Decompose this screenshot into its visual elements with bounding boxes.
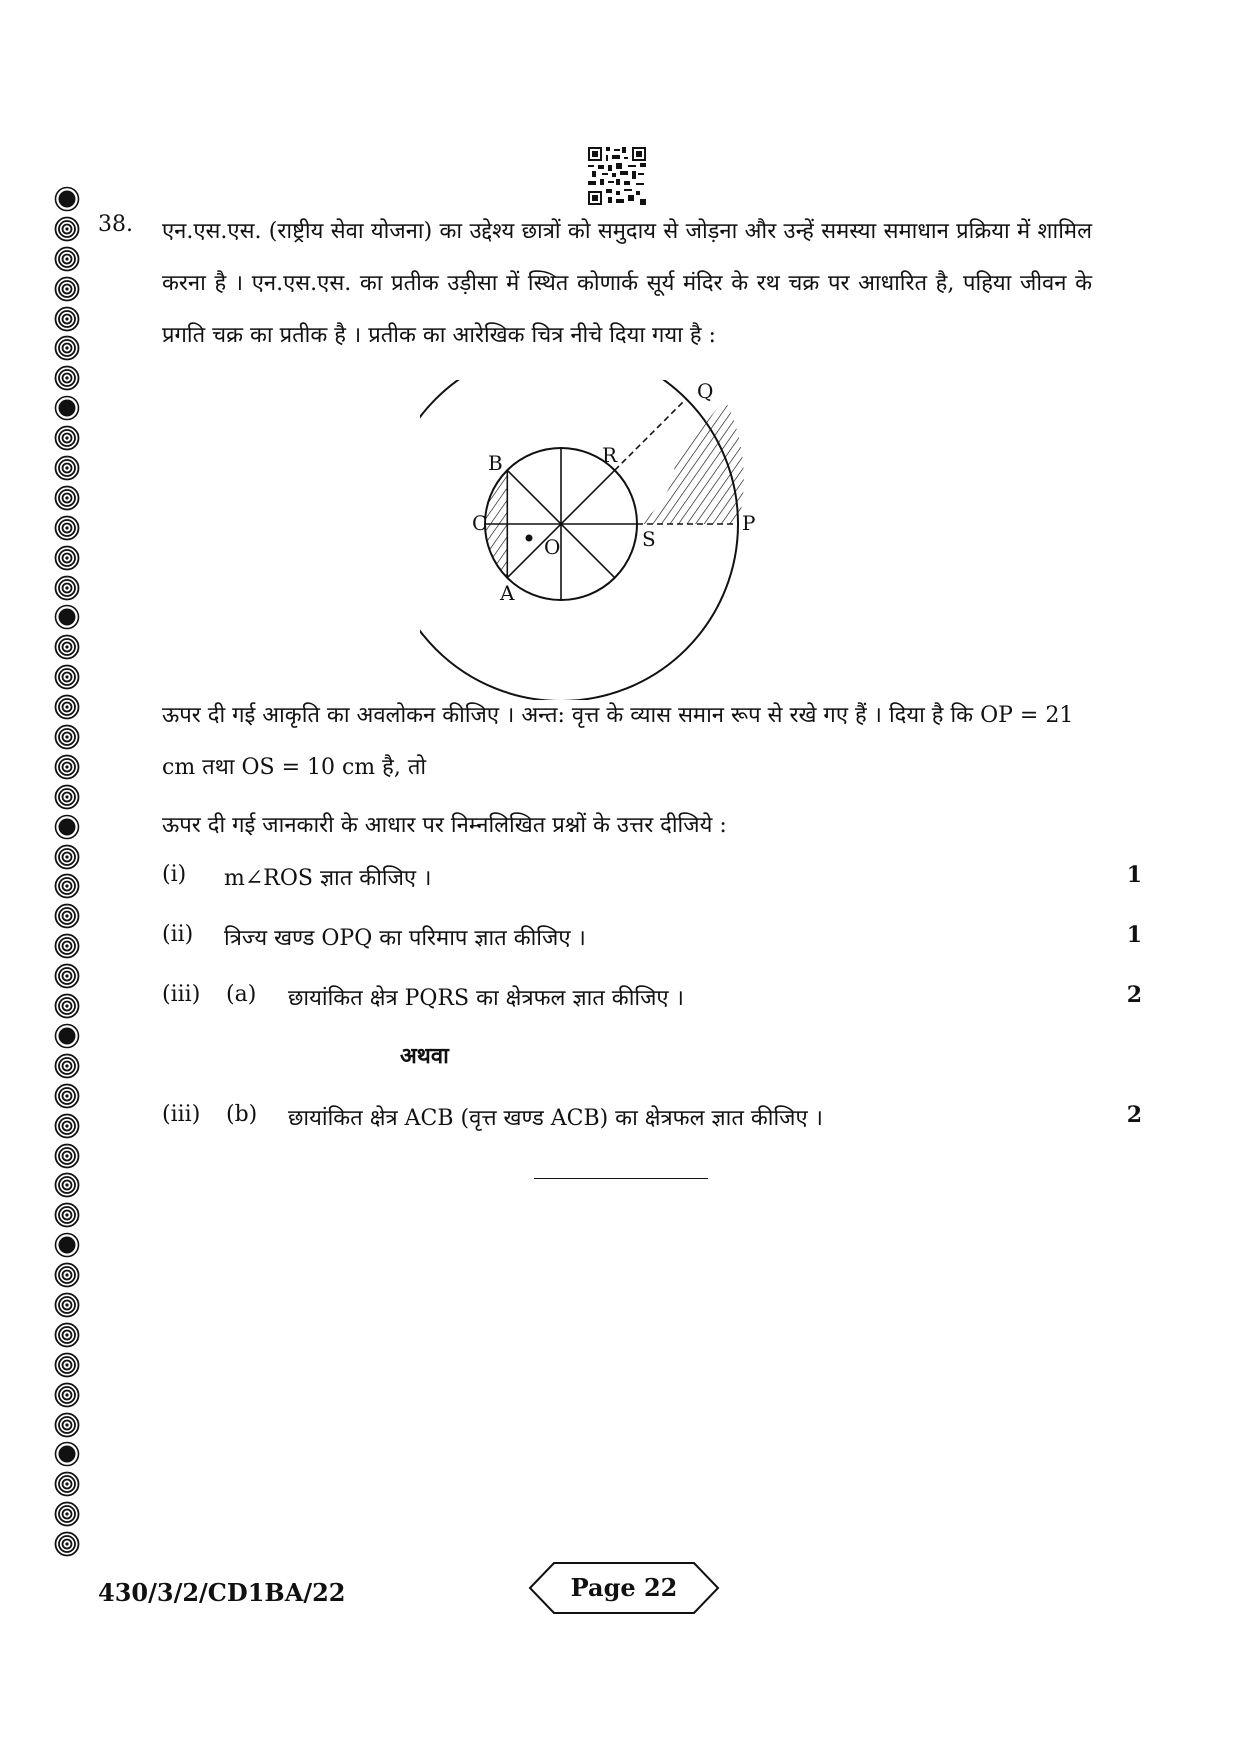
label-o: O	[544, 535, 561, 559]
end-divider	[534, 1178, 708, 1179]
solid-circle-icon	[54, 814, 80, 840]
label-r: R	[602, 443, 618, 467]
concentric-ring-icon	[54, 1172, 80, 1198]
concentric-ring-icon	[54, 335, 80, 361]
concentric-ring-icon	[54, 515, 80, 541]
label-a: A	[500, 581, 515, 605]
concentric-ring-icon	[54, 485, 80, 511]
qr-code	[588, 147, 646, 205]
page-number: Page 22	[570, 1573, 678, 1602]
shaded-region-pqrs	[637, 399, 744, 524]
concentric-ring-icon	[54, 844, 80, 870]
part-number: (ii)	[162, 922, 194, 947]
concentric-ring-icon	[54, 1382, 80, 1408]
concentric-ring-icon	[54, 1471, 80, 1497]
solid-circle-icon	[54, 395, 80, 421]
concentric-ring-icon	[54, 784, 80, 810]
concentric-ring-icon	[54, 1053, 80, 1079]
paper-code: 430/3/2/CD1BA/22	[98, 1578, 346, 1607]
part-marks: 2	[1126, 1102, 1142, 1128]
solid-circle-icon	[54, 186, 80, 212]
concentric-ring-icon	[54, 246, 80, 272]
dashed-rq	[615, 399, 686, 470]
part-number: (iii)	[162, 1102, 201, 1127]
or-label: अथवा	[400, 1043, 449, 1069]
concentric-ring-icon	[54, 276, 80, 302]
part-ii	[162, 922, 1142, 958]
label-p: P	[742, 511, 756, 535]
margin-ring-strip	[54, 186, 84, 1561]
concentric-ring-icon	[54, 903, 80, 929]
label-c: C	[472, 511, 488, 535]
outer-circle	[420, 380, 738, 700]
concentric-ring-icon	[54, 1262, 80, 1288]
concentric-ring-icon	[54, 216, 80, 242]
concentric-ring-icon	[54, 933, 80, 959]
part-text: त्रिज्य खण्ड OPQ का परिमाप ज्ञात कीजिए ।	[224, 926, 586, 951]
concentric-ring-icon	[54, 1322, 80, 1348]
nss-wheel-figure	[420, 380, 780, 700]
part-text: छायांकित क्षेत्र PQRS का क्षेत्रफल ज्ञात कीजिए ।	[288, 986, 684, 1011]
part-sub: (a)	[226, 982, 257, 1007]
solid-circle-icon	[54, 604, 80, 630]
concentric-ring-icon	[54, 634, 80, 660]
concentric-ring-icon	[54, 993, 80, 1019]
concentric-ring-icon	[54, 306, 80, 332]
solid-circle-icon	[54, 1232, 80, 1258]
concentric-ring-icon	[54, 1202, 80, 1228]
solid-circle-icon	[54, 1023, 80, 1049]
question-instruction: ऊपर दी गई जानकारी के आधार पर निम्नलिखित प्रश्नों के उत्तर दीजिये :	[162, 813, 727, 838]
concentric-ring-icon	[54, 754, 80, 780]
label-q: Q	[697, 380, 714, 403]
concentric-ring-icon	[54, 1292, 80, 1318]
concentric-ring-icon	[54, 1501, 80, 1527]
concentric-ring-icon	[54, 724, 80, 750]
concentric-ring-icon	[54, 664, 80, 690]
part-sub: (b)	[226, 1102, 258, 1127]
concentric-ring-icon	[54, 1113, 80, 1139]
concentric-ring-icon	[54, 1412, 80, 1438]
part-iii-b	[162, 1102, 1142, 1138]
concentric-ring-icon	[54, 545, 80, 571]
page-number-badge	[528, 1560, 720, 1616]
label-b: B	[488, 451, 503, 475]
center-dot	[526, 535, 533, 542]
part-number: (iii)	[162, 982, 201, 1007]
label-s: S	[642, 527, 656, 551]
part-iii-a	[162, 982, 1142, 1018]
concentric-ring-icon	[54, 1143, 80, 1169]
solid-circle-icon	[54, 1441, 80, 1467]
concentric-ring-icon	[54, 1083, 80, 1109]
part-i	[162, 862, 1142, 898]
question-intro: एन.एस.एस. (राष्ट्रीय सेवा योजना) का उद्देश्य छात्रों को समुदाय से जोड़ना और उन्हें समस्या समाधान प्रक्रिया में शामिल करना है । एन.एस.एस. का प्रतीक उड़ीसा में स्थित कोणार्क सूर्य मंदिर के रथ चक्र पर आधारित है, पहिया जीवन के प्रगति चक्र का प्रतीक है । प्रतीक का आरेखिक चित्र नीचे दिया गया है :	[162, 219, 1092, 348]
concentric-ring-icon	[54, 575, 80, 601]
concentric-ring-icon	[54, 963, 80, 989]
concentric-ring-icon	[54, 1352, 80, 1378]
concentric-ring-icon	[54, 365, 80, 391]
concentric-ring-icon	[54, 455, 80, 481]
part-number: (i)	[162, 862, 187, 887]
part-text: छायांकित क्षेत्र ACB (वृत्त खण्ड ACB) का क्षेत्रफल ज्ञात कीजिए ।	[288, 1106, 824, 1131]
part-marks: 2	[1126, 982, 1142, 1008]
part-marks: 1	[1126, 862, 1142, 888]
part-text: m∠ROS ज्ञात कीजिए ।	[224, 866, 432, 891]
concentric-ring-icon	[54, 425, 80, 451]
concentric-ring-icon	[54, 873, 80, 899]
concentric-ring-icon	[54, 1531, 80, 1557]
question-observe: ऊपर दी गई आकृति का अवलोकन कीजिए । अन्त: वृत्त के व्यास समान रूप से रखे गए हैं । दिया है कि OP = 21 cm तथा OS = 10 cm है, तो	[162, 703, 1074, 780]
part-marks: 1	[1126, 922, 1142, 948]
concentric-ring-icon	[54, 694, 80, 720]
question-number: 38.	[98, 212, 133, 237]
